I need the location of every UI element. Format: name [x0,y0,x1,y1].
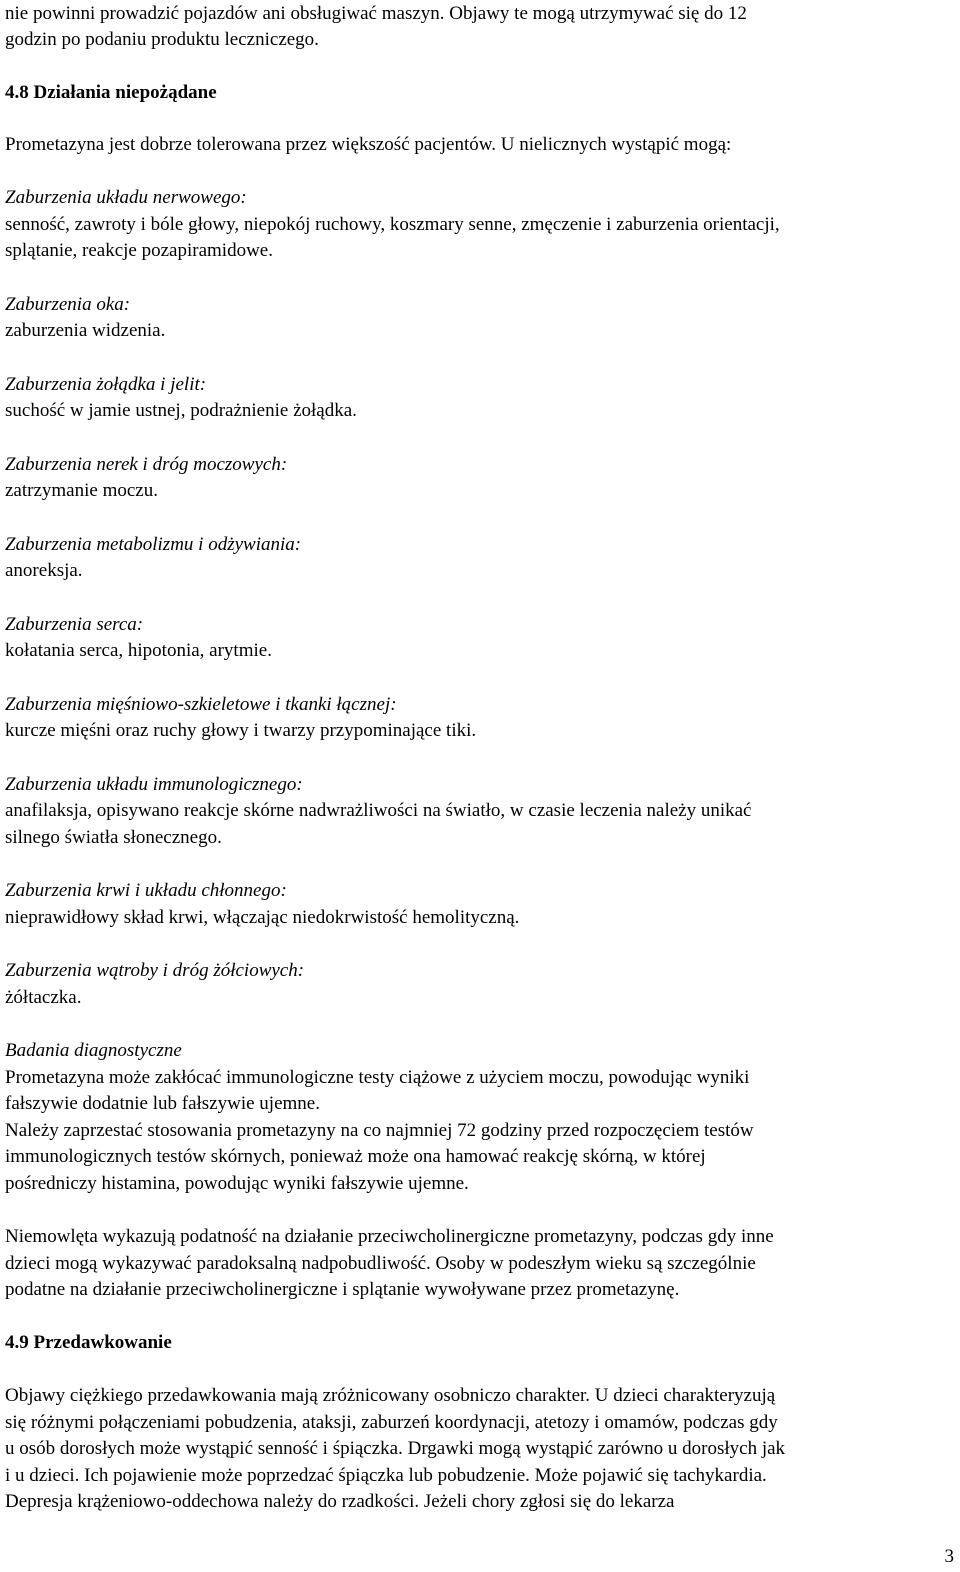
text-line: suchość w jamie ustnej, podrażnienie żołądka. [5,400,357,421]
text-line: immunologicznych testów skórnych, ponieważ może ona hamować reakcję skórną, w której [5,1146,706,1167]
text-line: dzieci mogą wykazywać paradoksalną nadpobudliwość. Osoby w podeszłym wieku są szczególnie [5,1253,756,1274]
subheading: Zaburzenia serca: [5,614,144,635]
subheading: Zaburzenia oka: [5,294,131,315]
text-line: Objawy ciężkiego przedawkowania mają zróżnicowany osobniczo charakter. U dzieci charakteryzują [5,1385,776,1406]
page-number: 3 [944,1546,954,1567]
text-line: Depresja krążeniowo-oddechowa należy do rzadkości. Jeżeli chory zgłosi się do lekarza [5,1491,675,1512]
text-line: się różnymi połączeniami pobudzenia, ataksji, zaburzeń koordynacji, atetozy i omamów, podczas gdy [5,1412,778,1433]
subheading: Zaburzenia układu immunologicznego: [5,774,303,795]
subheading: Badania diagnostyczne [5,1040,182,1061]
text-line: zaburzenia widzenia. [5,320,166,341]
text-line: Należy zaprzestać stosowania prometazyny na co najmniej 72 godziny przed rozpoczęciem testów [5,1120,754,1141]
text-line: silnego światła słonecznego. [5,827,222,848]
text-line: u osób dorosłych może wystąpić senność i śpiączka. Drgawki mogą wystąpić zarówno u dorosłych jak [5,1438,786,1459]
subheading: Zaburzenia żołądka i jelit: [5,374,207,395]
text-line: kurcze mięśni oraz ruchy głowy i twarzy przypominające tiki. [5,720,477,741]
subheading: Zaburzenia nerek i dróg moczowych: [5,454,288,475]
text-line: fałszywie dodatnie lub fałszywie ujemne. [5,1093,320,1114]
text-line: nie powinni prowadzić pojazdów ani obsługiwać maszyn. Objawy te mogą utrzymywać się do 12 [5,3,747,24]
text-line: anoreksja. [5,560,83,581]
text-line: Prometazyna jest dobrze tolerowana przez większość pacjentów. U nielicznych wystąpić mogą: [5,134,732,155]
section-heading: 4.9 Przedawkowanie [5,1332,172,1353]
subheading: Zaburzenia krwi i układu chłonnego: [5,880,287,901]
text-line: nieprawidłowy skład krwi, włączając niedokrwistość hemolityczną. [5,907,520,928]
text-line: anafilaksja, opisywano reakcje skórne nadwrażliwości na światło, w czasie leczenia należy unikać [5,800,752,821]
text-line: godzin po podaniu produktu leczniczego. [5,29,319,50]
text-line: i u dzieci. Ich pojawienie może poprzedzać śpiączka lub pobudzenie. Może pojawić się tachykardia. [5,1465,767,1486]
text-line: Niemowlęta wykazują podatność na działanie przeciwcholinergiczne prometazyny, podczas gdy inne [5,1226,774,1247]
text-line: zatrzymanie moczu. [5,480,158,501]
text-line: żółtaczka. [5,987,82,1008]
text-line: podatne na działanie przeciwcholinergiczne i splątanie wywoływane przez prometazynę. [5,1279,680,1300]
subheading: Zaburzenia mięśniowo-szkieletowe i tkanki łącznej: [5,694,397,715]
section-heading: 4.8 Działania niepożądane [5,82,217,103]
text-line: pośredniczy histamina, powodując wyniki fałszywie ujemne. [5,1173,469,1194]
subheading: Zaburzenia układu nerwowego: [5,187,247,208]
subheading: Zaburzenia metabolizmu i odżywiania: [5,534,302,555]
text-line: senność, zawroty i bóle głowy, niepokój ruchowy, koszmary senne, zmęczenie i zaburzenia orientacji, [5,214,780,235]
text-line: kołatania serca, hipotonia, arytmie. [5,640,272,661]
subheading: Zaburzenia wątroby i dróg żółciowych: [5,960,305,981]
text-line: Prometazyna może zakłócać immunologiczne testy ciążowe z użyciem moczu, powodując wyniki [5,1067,750,1088]
text-line: splątanie, reakcje pozapiramidowe. [5,240,273,261]
